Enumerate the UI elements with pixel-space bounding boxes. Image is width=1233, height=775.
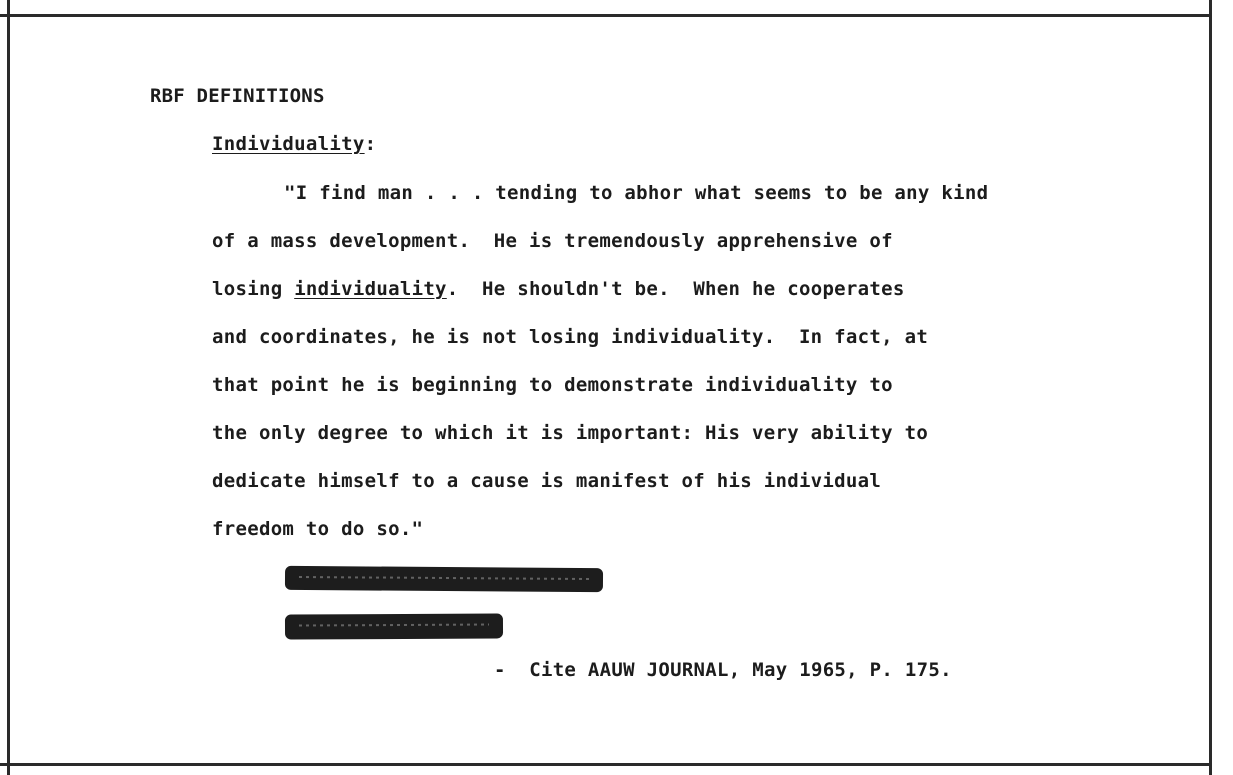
- quote-line-3: [212, 277, 905, 301]
- quote-line-2: of a mass development. He is tremendously apprehensive of: [212, 230, 893, 252]
- quote-line-7: dedicate himself to a cause is manifest of his individual: [212, 470, 882, 492]
- frame-top-line: [0, 14, 1212, 17]
- redaction-bar: [285, 566, 603, 592]
- definition-term: [212, 132, 376, 156]
- quote-line-5: that point he is beginning to demonstrate individuality to: [212, 374, 893, 396]
- document-heading: RBF DEFINITIONS: [150, 85, 325, 107]
- definition-term-colon: :: [364, 133, 377, 155]
- quote-line-6: the only degree to which it is important: His very ability to: [212, 422, 929, 444]
- quote-line-8: freedom to do so.": [212, 518, 424, 540]
- quote-underlined-term: individuality: [294, 278, 447, 300]
- definition-term-label: Individuality: [212, 133, 365, 155]
- quote-line-1: "I find man . . . tending to abhor what seems to be any kind: [284, 182, 989, 204]
- frame-left-line: [7, 0, 10, 775]
- frame-right-line: [1209, 0, 1212, 775]
- citation: - Cite AAUW JOURNAL, May 1965, P. 175.: [494, 659, 952, 681]
- quote-line-4: and coordinates, he is not losing individuality. In fact, at: [212, 326, 929, 348]
- redaction-bar: [285, 613, 503, 639]
- frame-bottom-line: [0, 763, 1212, 766]
- quote-line-3-start: losing: [212, 278, 295, 300]
- quote-line-3-end: . He shouldn't be. When he cooperates: [446, 278, 905, 300]
